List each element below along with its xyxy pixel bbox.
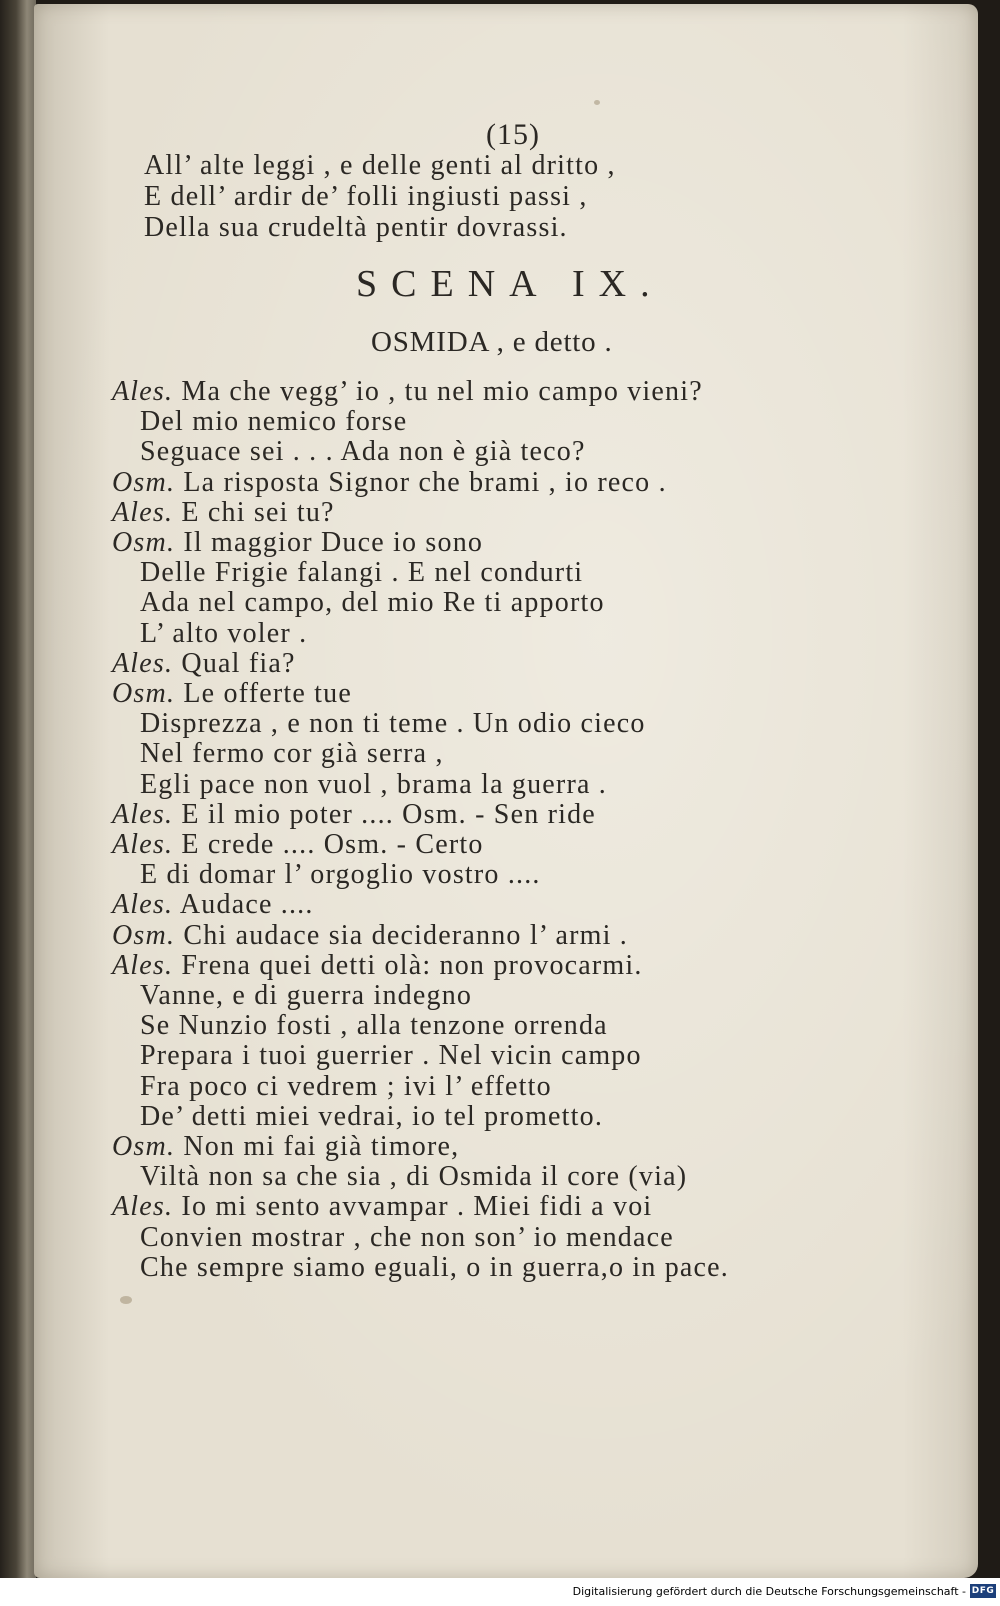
dialogue-line <box>112 376 703 408</box>
speaker-label: Ales. <box>112 889 174 920</box>
speaker-label: Osm. <box>112 527 176 558</box>
dialogue-line <box>140 406 407 438</box>
dialogue-line <box>112 1191 652 1223</box>
dialogue-text: Chi audace sia decideranno l’ armi . <box>183 920 628 951</box>
dialogue-line <box>140 1101 603 1133</box>
dialogue-text: Ada nel campo, del mio Re ti apporto <box>140 587 605 618</box>
dialogue-line <box>112 1131 459 1163</box>
dialogue-line <box>140 1071 552 1103</box>
dialogue-line <box>140 1222 674 1254</box>
dialogue-text: L’ alto voler . <box>140 618 308 649</box>
digitization-footer <box>0 1578 1000 1606</box>
speaker-label: Osm. <box>112 920 176 951</box>
printed-page <box>34 4 978 1578</box>
dialogue-text: Che sempre siamo eguali, o in guerra,o in pace. <box>140 1252 730 1283</box>
speaker-label: Osm. <box>112 678 176 709</box>
dialogue-line <box>140 859 541 891</box>
speaker-label: Ales. <box>112 799 174 830</box>
paper-spot <box>594 100 600 105</box>
dialogue-text: Le offerte tue <box>183 678 352 709</box>
dialogue-line <box>112 527 483 559</box>
dialogue-text: La risposta Signor che brami , io reco . <box>183 467 667 498</box>
dialogue-line <box>112 799 596 831</box>
dialogue-line <box>140 587 605 619</box>
dialogue-line <box>140 738 444 770</box>
dialogue-line <box>140 1252 729 1284</box>
dialogue-text: E il mio poter .... Osm. - Sen ride <box>181 799 596 830</box>
dialogue-text: Convien mostrar , che non son’ io mendace <box>140 1222 674 1253</box>
dialogue-line <box>112 678 352 710</box>
dialogue-text: Viltà non sa che sia , di Osmida il core (via) <box>140 1161 688 1192</box>
funding-credit: Digitalisierung gefördert durch die Deutsche Forschungsgemeinschaft - <box>572 1585 966 1598</box>
speaker-label: Osm. <box>112 1131 176 1162</box>
dialogue-text: Fra poco ci vedrem ; ivi l’ effetto <box>140 1071 552 1102</box>
speaker-label: Ales. <box>112 950 174 981</box>
dialogue-text: E di domar l’ orgoglio vostro .... <box>140 859 541 890</box>
scene-characters: OSMIDA , e detto . <box>371 326 613 358</box>
scene-heading: SCENA IX. <box>356 263 664 305</box>
dialogue-text: Non mi fai già timore, <box>183 1131 460 1162</box>
dialogue-line <box>140 1161 687 1193</box>
dialogue-text: Seguace sei . . . Ada non è già teco? <box>140 436 586 467</box>
dialogue-line <box>140 708 646 740</box>
book-binding-edge <box>0 0 36 1606</box>
dialogue-text: De’ detti miei vedrai, io tel prometto. <box>140 1101 604 1132</box>
dialogue-line <box>140 980 472 1012</box>
verse-line: E dell’ ardir de’ folli ingiusti passi , <box>144 181 588 212</box>
dialogue-text: Disprezza , e non ti teme . Un odio cieco <box>140 708 646 739</box>
dialogue-line <box>112 497 335 529</box>
paper-spot <box>120 1296 132 1304</box>
dialogue-line <box>140 1040 642 1072</box>
dialogue-line <box>140 436 586 468</box>
speaker-label: Ales. <box>112 648 174 679</box>
dialogue-line <box>140 618 307 650</box>
dialogue-text: Io mi sento avvampar . Miei fidi a voi <box>181 1191 653 1222</box>
dialogue-text: Qual fia? <box>181 648 296 679</box>
dialogue-line <box>112 920 628 952</box>
speaker-label: Ales. <box>112 497 174 528</box>
dialogue-line <box>140 1010 608 1042</box>
dialogue-text: Audace .... <box>179 889 314 920</box>
dialogue-text: E chi sei tu? <box>181 497 335 528</box>
dfg-logo: DFG <box>971 1586 995 1596</box>
dialogue-text: Ma che vegg’ io , tu nel mio campo vieni? <box>181 376 703 407</box>
verse-line: All’ alte leggi , e delle genti al dritto , <box>144 150 616 181</box>
dialogue-text: Se Nunzio fosti , alla tenzone orrenda <box>140 1010 608 1041</box>
dialogue-text: Del mio nemico forse <box>140 406 408 437</box>
dialogue-text: Nel fermo cor già serra , <box>140 738 444 769</box>
dialogue-text: Prepara i tuoi guerrier . Nel vicin campo <box>140 1040 642 1071</box>
page-number: (15) <box>486 118 540 151</box>
dialogue-line <box>112 829 484 861</box>
dialogue-line <box>112 950 643 982</box>
speaker-label: Osm. <box>112 467 176 498</box>
dialogue-line <box>112 889 314 921</box>
speaker-label: Ales. <box>112 376 174 407</box>
dialogue-line <box>140 769 607 801</box>
dialogue-text: Il maggior Duce io sono <box>183 527 484 558</box>
speaker-label: Ales. <box>112 1191 174 1222</box>
dialogue-text: E crede .... Osm. - Certo <box>181 829 484 860</box>
dialogue-text: Egli pace non vuol , brama la guerra . <box>140 769 607 800</box>
speaker-label: Ales. <box>112 829 174 860</box>
verse-line: Della sua crudeltà pentir dovrassi. <box>144 212 568 243</box>
dialogue-line <box>140 557 583 589</box>
dialogue-line <box>112 648 296 680</box>
dialogue-text: Vanne, e di guerra indegno <box>140 980 473 1011</box>
dialogue-line <box>112 467 667 499</box>
dialogue-text: Delle Frigie falangi . E nel condurti <box>140 557 584 588</box>
dialogue-text: Frena quei detti olà: non provocarmi. <box>181 950 643 981</box>
